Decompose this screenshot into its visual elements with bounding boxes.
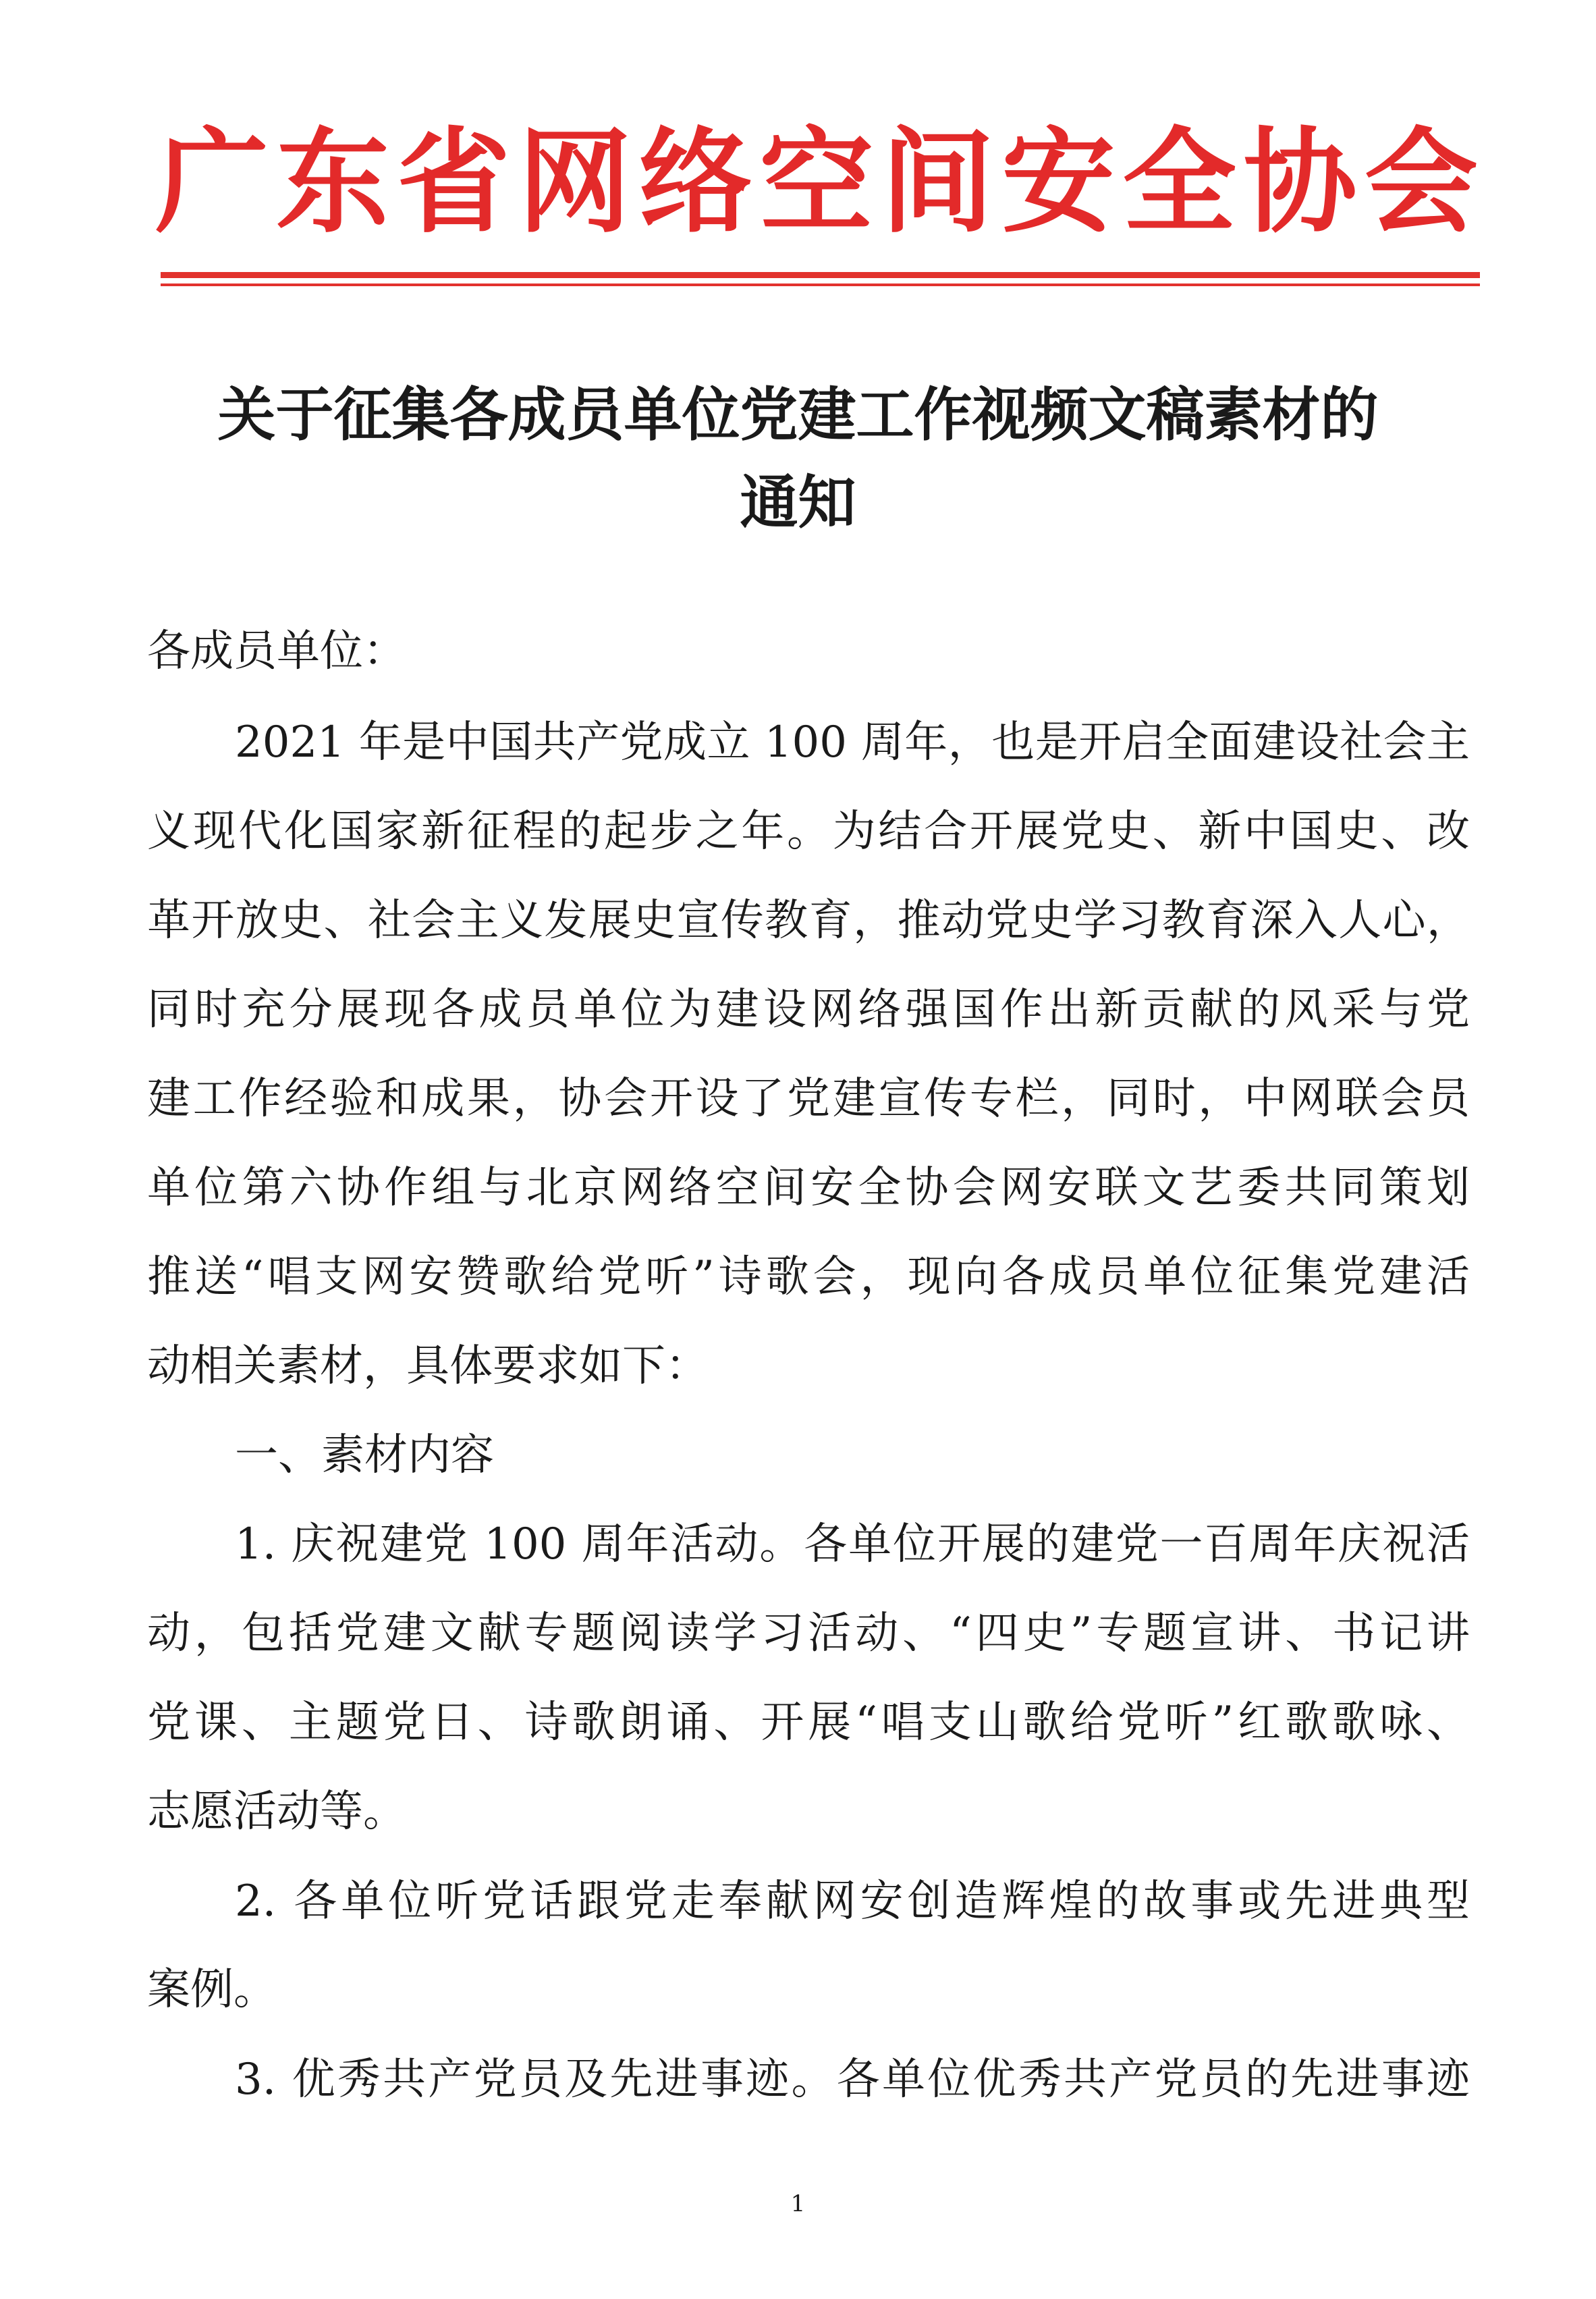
list-item-line: 1. 庆祝建党 100 周年活动。各单位开展的建党一百周年庆祝活 xyxy=(235,1519,1470,1569)
document-title-line-1: 关于征集各成员单位党建工作视频文稿素材的 xyxy=(217,381,1379,449)
letterhead-char: 全 xyxy=(1122,116,1236,248)
list-item-line: 3. 优秀共产党员及先进事迹。各单位优秀共产党员的先进事迹 xyxy=(235,2055,1470,2105)
body-line: 2021 年是中国共产党成立 100 周年，也是开启全面建设社会主 xyxy=(235,718,1470,767)
body-line: 单位第六协作组与北京网络空间安全协会网安联文艺委共同策划 xyxy=(147,1163,1470,1213)
list-item-line: 志愿活动等。 xyxy=(147,1787,406,1837)
letterhead-char: 网 xyxy=(518,116,632,248)
body-line: 动相关素材，具体要求如下： xyxy=(147,1341,709,1391)
letterhead-char: 省 xyxy=(397,116,511,248)
body-line: 同时充分展现各成员单位为建设网络强国作出新贡献的风采与党 xyxy=(147,985,1470,1035)
body-line: 建工作经验和成果，协会开设了党建宣传专栏，同时，中网联会员 xyxy=(147,1074,1470,1124)
body-line: 革开放史、社会主义发展史宣传教育，推动党史学习教育深入人心， xyxy=(147,896,1470,946)
page-number: 1 xyxy=(790,2190,806,2217)
document-title-line-2: 通知 xyxy=(740,469,856,537)
letterhead-char: 间 xyxy=(881,116,995,248)
letterhead-divider-thin xyxy=(161,283,1480,286)
body-line: 义现代化国家新征程的起步之年。为结合开展党史、新中国史、改 xyxy=(147,807,1470,857)
letterhead-char: 空 xyxy=(759,116,873,248)
letterhead-char: 东 xyxy=(276,116,390,248)
list-item-line: 动，包括党建文献专题阅读学习活动、“四史”专题宣讲、书记讲 xyxy=(147,1608,1470,1658)
list-item-line: 案例。 xyxy=(147,1965,277,2015)
letterhead-char: 协 xyxy=(1243,116,1357,248)
letterhead-divider-thick xyxy=(161,272,1480,278)
list-item-line: 党课、主题党日、诗歌朗诵、开展“唱支山歌给党听”红歌歌咏、 xyxy=(147,1698,1470,1748)
list-item-line: 2. 各单位听党话跟党走奉献网安创造辉煌的故事或先进典型 xyxy=(235,1876,1470,1926)
section-heading: 一、素材内容 xyxy=(235,1430,494,1480)
letterhead-title xyxy=(155,115,1478,250)
letterhead-char: 安 xyxy=(1001,116,1116,248)
salutation: 各成员单位： xyxy=(147,626,406,676)
letterhead-char: 络 xyxy=(638,116,752,248)
body-line: 推送“唱支网安赞歌给党听”诗歌会，现向各成员单位征集党建活 xyxy=(147,1252,1470,1302)
letterhead-char: 广 xyxy=(155,116,269,248)
letterhead-char: 会 xyxy=(1364,116,1478,248)
